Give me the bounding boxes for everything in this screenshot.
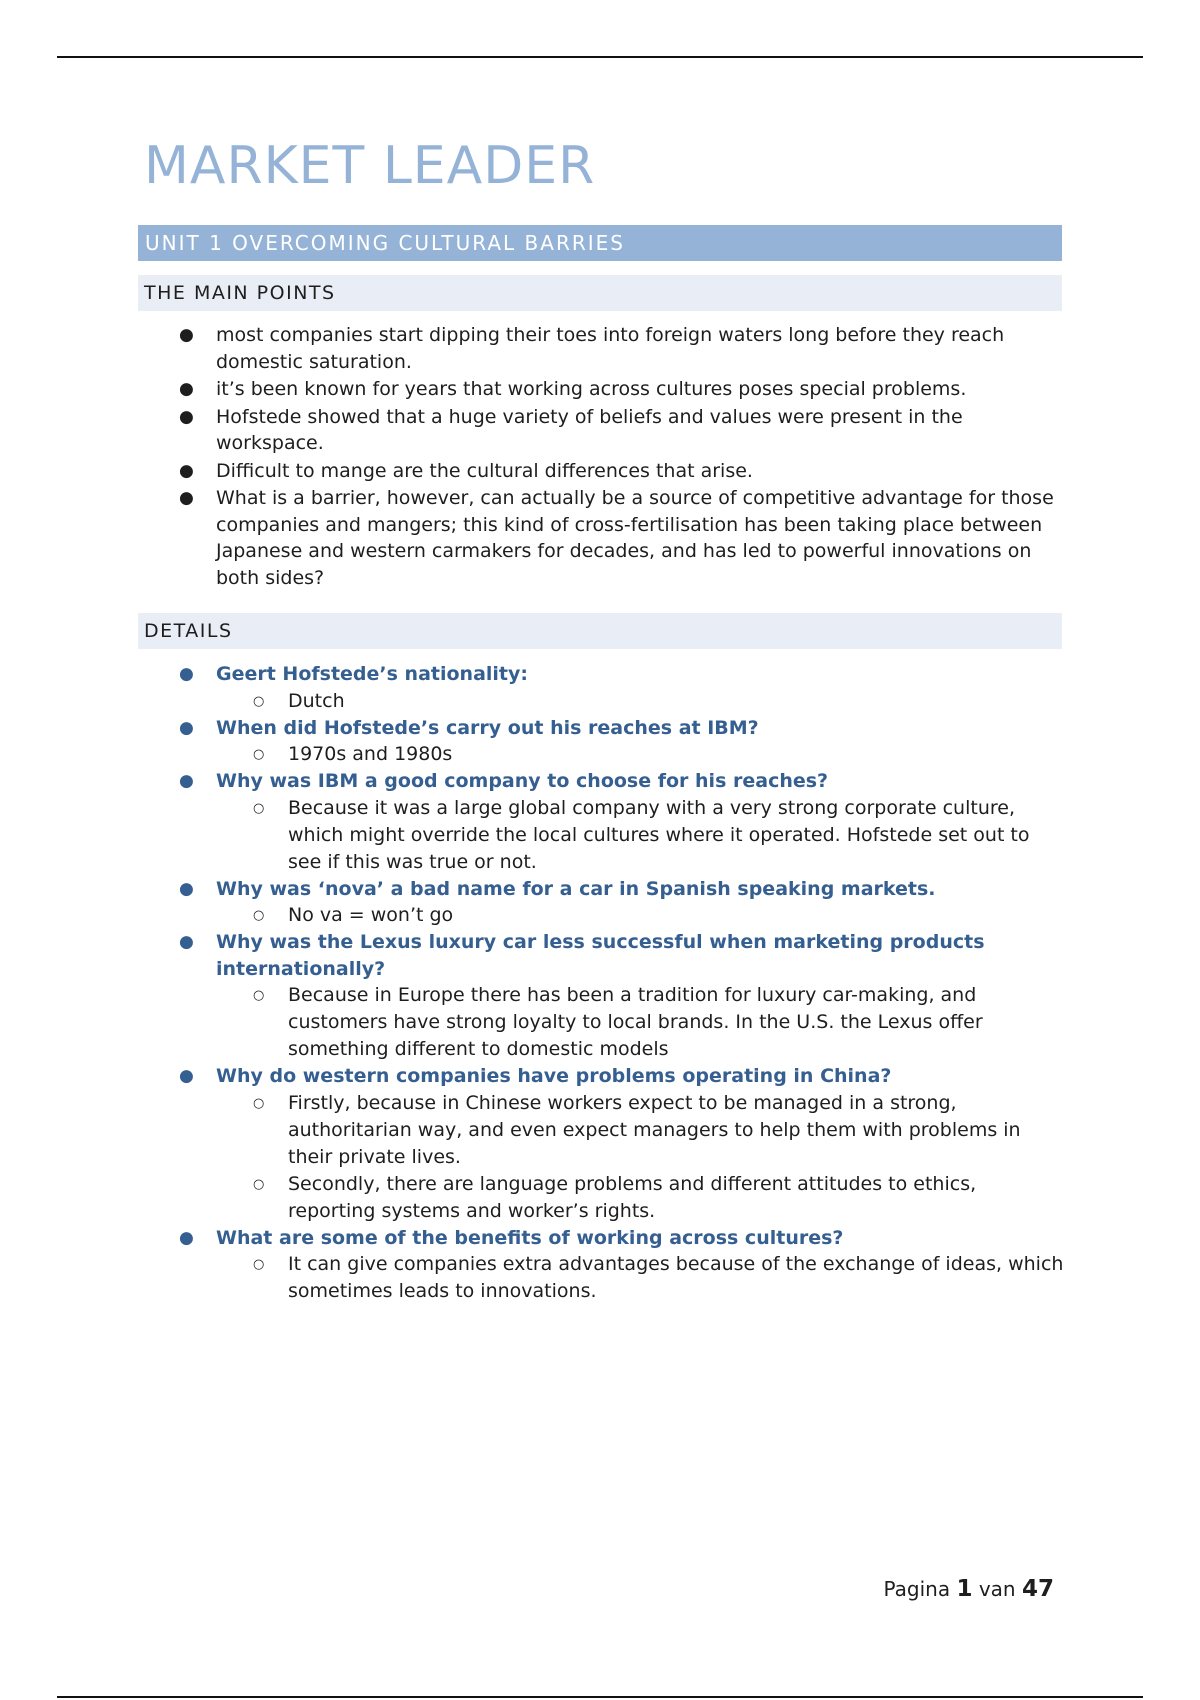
answer-list xyxy=(216,1251,1064,1305)
header-rule xyxy=(57,56,1143,58)
bullet-icon: ● xyxy=(179,664,194,684)
main-point-text: What is a barrier, however, can actually be a source of competitive advantage for those companies and mangers; this kind of cross-fertilisation has been taking place between Japanese and western carmakers for decades, and has led to powerful innovations on both sides? xyxy=(216,487,1054,589)
details-list xyxy=(0,661,1064,1305)
answer-list xyxy=(216,741,1056,768)
answer-list xyxy=(216,795,1056,876)
question-text: When did Hofstede’s carry out his reaches at IBM? xyxy=(216,716,759,739)
answer-item xyxy=(0,982,1064,1063)
main-points-heading: THE MAIN POINTS xyxy=(138,275,1062,311)
answer-item xyxy=(0,741,1064,768)
circle-bullet-icon: ○ xyxy=(253,1176,265,1192)
answer-item xyxy=(0,795,1064,876)
detail-question-item xyxy=(0,768,1056,876)
bullet-icon: ● xyxy=(179,717,194,738)
circle-bullet-icon: ○ xyxy=(253,800,265,816)
question-text: Why was IBM a good company to choose for his reaches? xyxy=(216,770,829,792)
bullet-icon: ● xyxy=(179,771,194,791)
answer-text: Firstly, because in Chinese workers expect to be managed in a strong, authoritarian way, and even expect managers to help them with problems in their private lives. xyxy=(288,1091,1021,1168)
bullet-icon: ● xyxy=(179,878,194,899)
bullet-icon: ● xyxy=(179,1066,194,1086)
answer-text: Dutch xyxy=(288,689,345,712)
answer-item xyxy=(0,1171,1064,1225)
circle-bullet-icon: ○ xyxy=(253,988,265,1003)
detail-question-item xyxy=(0,1063,1056,1225)
detail-question-item xyxy=(0,1225,1064,1306)
main-point-text: Hofstede showed that a huge variety of beliefs and values were present in the workspace. xyxy=(216,405,963,454)
answer-text: It can give companies extra advantages because of the exchange of ideas, which sometimes leads to innovations. xyxy=(288,1253,1064,1302)
page-number-footer xyxy=(884,1576,1055,1602)
circle-bullet-icon: ○ xyxy=(253,1257,265,1272)
main-point-text: Difficult to mange are the cultural differences that arise. xyxy=(216,459,753,482)
page-label: Pagina xyxy=(883,1577,951,1601)
main-point-text: most companies start dipping their toes into foreign waters long before they reach domestic saturation. xyxy=(216,324,1005,373)
main-point-text: it’s been known for years that working across cultures poses special problems. xyxy=(216,378,967,400)
question-text: Why was ‘nova’ a bad name for a car in Spanish speaking markets. xyxy=(216,877,936,900)
bullet-icon: ● xyxy=(179,488,194,508)
unit-heading: UNIT 1 OVERCOMING CULTURAL BARRIES xyxy=(138,225,1062,261)
main-point-item xyxy=(0,458,1056,485)
main-point-item xyxy=(0,322,1056,375)
detail-question-item xyxy=(0,929,1056,1063)
answer-text: No va = won’t go xyxy=(288,904,454,926)
details-heading: DETAILS xyxy=(138,613,1062,649)
main-point-item xyxy=(0,485,1056,591)
question-text: Why was the Lexus luxury car less successful when marketing products internationally? xyxy=(216,931,985,980)
answer-item xyxy=(0,1090,1064,1171)
answer-text: Secondly, there are language problems and different attitudes to ethics, reporting systems and worker’s rights. xyxy=(288,1172,977,1222)
question-text: Why do western companies have problems operating in China? xyxy=(216,1065,892,1087)
footer-rule xyxy=(57,1696,1143,1698)
main-points-list xyxy=(0,322,1056,592)
detail-question-item xyxy=(0,876,1056,930)
answer-list xyxy=(216,982,1056,1063)
answer-item xyxy=(0,902,1064,929)
bullet-icon: ● xyxy=(179,460,194,481)
answer-list xyxy=(216,1090,1056,1225)
answer-item xyxy=(0,1251,1064,1305)
total-page-count: 47 xyxy=(1021,1576,1054,1602)
answer-item xyxy=(0,688,1064,715)
bullet-icon: ● xyxy=(179,932,194,952)
main-point-item xyxy=(0,376,1056,403)
answer-list xyxy=(216,902,1056,929)
circle-bullet-icon: ○ xyxy=(253,693,265,709)
circle-bullet-icon: ○ xyxy=(253,747,265,762)
answer-list xyxy=(216,688,1056,715)
answer-text: Because it was a large global company with a very strong corporate culture, which might override the local cultures where it operated. Hofstede set out to see if this was true or not. xyxy=(288,796,1030,873)
question-text: Geert Hofstede’s nationality: xyxy=(216,663,528,685)
detail-question-item xyxy=(0,715,1056,769)
current-page-number: 1 xyxy=(956,1576,973,1602)
page-of-label: van xyxy=(978,1577,1016,1601)
answer-text: 1970s and 1980s xyxy=(288,743,453,765)
question-text: What are some of the benefits of working across cultures? xyxy=(216,1226,844,1249)
circle-bullet-icon: ○ xyxy=(253,908,265,923)
page-title: MARKET LEADER xyxy=(144,136,596,196)
bullet-icon: ● xyxy=(179,1227,194,1248)
answer-text: Because in Europe there has been a tradition for luxury car-making, and customers have strong loyalty to local brands. In the U.S. the Lexus offer something different to domestic models xyxy=(288,984,983,1060)
detail-question-item xyxy=(0,661,1056,715)
circle-bullet-icon: ○ xyxy=(253,1095,265,1111)
main-point-item xyxy=(0,404,1056,457)
bullet-icon: ● xyxy=(179,325,194,345)
bullet-icon: ● xyxy=(179,379,194,399)
bullet-icon: ● xyxy=(179,406,194,427)
